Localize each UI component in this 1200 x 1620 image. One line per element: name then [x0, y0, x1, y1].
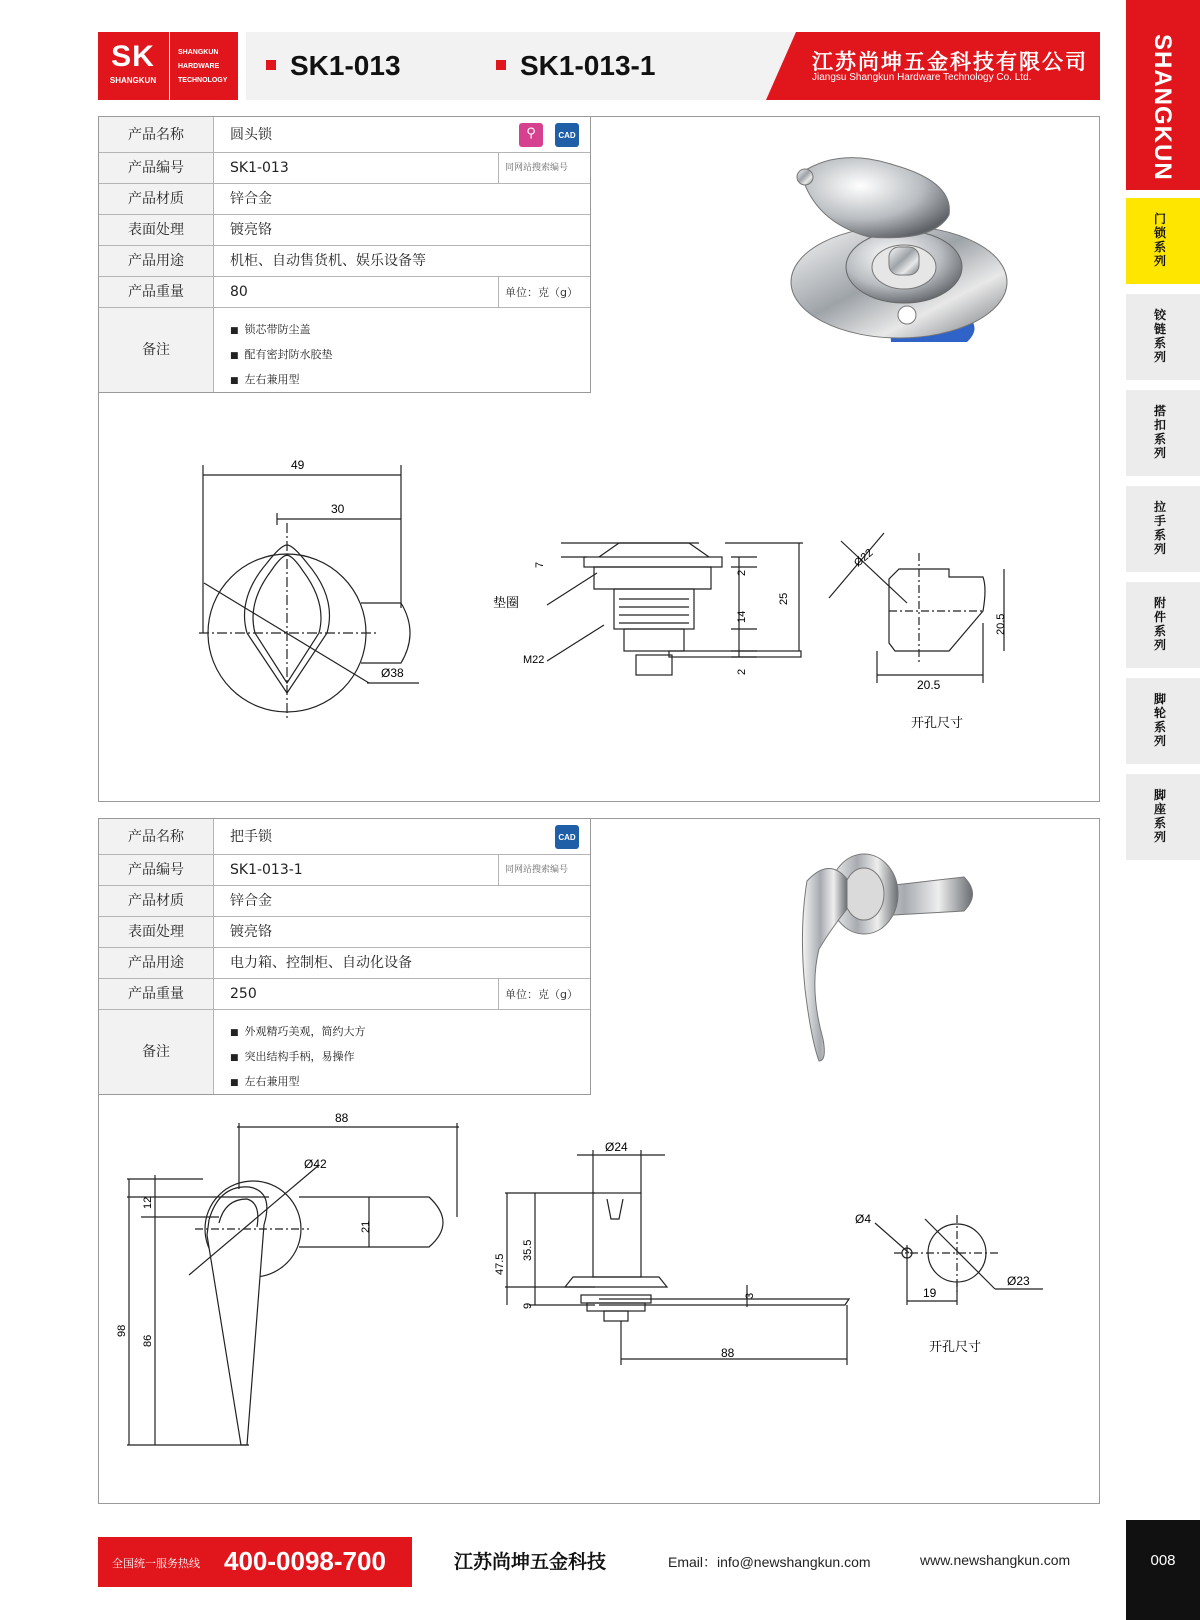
- dim-label: Ø4: [855, 1212, 872, 1226]
- dim-label: 98: [116, 1324, 128, 1337]
- sidebar-tab-accessories[interactable]: [1126, 582, 1200, 668]
- product-usage: 机柜、自动售货机、娱乐设备等: [230, 253, 426, 269]
- logo-word: HARDWARE: [178, 63, 220, 70]
- spec-row-material: [99, 886, 590, 917]
- spec-row-notes: [99, 1010, 590, 1094]
- technical-drawing-2: [99, 1095, 1099, 1495]
- logo-mark: [98, 32, 168, 100]
- spec-row-name: [99, 819, 590, 855]
- hole-size-caption: 开孔尺寸: [929, 1339, 982, 1354]
- model-text: SK1-013: [290, 50, 401, 81]
- sidebar-tab-hinges[interactable]: [1126, 294, 1200, 380]
- hole-size-caption: 开孔尺寸: [911, 715, 964, 730]
- sidebar-brand-text: SHANGKUN: [1149, 34, 1176, 181]
- sidebar-tab-handles[interactable]: [1126, 486, 1200, 572]
- spec-row-weight: [99, 277, 590, 308]
- spec-label: 产品材质: [99, 886, 214, 916]
- spec-row-notes: [99, 308, 590, 392]
- dim-label: 垫圈: [493, 595, 520, 610]
- dim-label: M22: [523, 654, 545, 666]
- spec-label: 产品用途: [99, 948, 214, 978]
- dim-label: 7: [534, 561, 546, 568]
- spec-label: 产品名称: [99, 819, 214, 854]
- dim-label: 25: [778, 592, 790, 605]
- sidebar-tab-casters[interactable]: [1126, 678, 1200, 764]
- sidebar-tab-label: 门锁系列: [1154, 212, 1167, 268]
- product-surface: 镀亮铬: [230, 222, 272, 238]
- note-item: ■ 左右兼用型: [230, 368, 333, 393]
- dim-label: 35.5: [522, 1239, 534, 1261]
- dim-label: 2: [736, 569, 748, 576]
- sidebar-tab-label: 脚轮系列: [1154, 692, 1167, 748]
- hotline-banner: [98, 1537, 412, 1587]
- spec-table: [99, 819, 591, 1095]
- model-number: [266, 50, 401, 82]
- spec-label: 产品名称: [99, 117, 214, 152]
- logo-word: SHANGKUN: [178, 49, 219, 56]
- company-name-en: Jiangsu Shangkun Hardware Technology Co. Ltd.: [812, 72, 1032, 83]
- spec-label: 产品编号: [99, 855, 214, 885]
- product-weight: 250: [230, 986, 257, 1002]
- notes-list: [230, 318, 333, 393]
- sidebar-tab-hasps[interactable]: [1126, 390, 1200, 476]
- cad-download-icon[interactable]: CAD: [555, 123, 579, 147]
- product-material: 锌合金: [230, 893, 272, 909]
- company-logo: [98, 32, 238, 100]
- product-panel-1: [98, 116, 1100, 802]
- spec-row-surface: [99, 215, 590, 246]
- logo-brand: SHANGKUN: [109, 76, 157, 85]
- dim-label: Ø42: [304, 1157, 327, 1171]
- logo-words: [178, 46, 227, 88]
- sidebar-tab-feet[interactable]: [1126, 774, 1200, 860]
- spec-row-code: [99, 855, 590, 886]
- sidebar-tab-label: 拉手系列: [1154, 500, 1167, 556]
- dim-label: 30: [331, 502, 345, 516]
- product-surface: 镀亮铬: [230, 924, 272, 940]
- footer-company: 江苏尚坤五金科技: [454, 1551, 607, 1573]
- spec-table: [99, 117, 591, 393]
- note-item: ■ 外观精巧美观，简约大方: [230, 1020, 366, 1045]
- dim-label: 88: [335, 1111, 349, 1125]
- product-code: SK1-013: [230, 160, 289, 176]
- dim-label: 86: [142, 1334, 154, 1347]
- sidebar-tab-label: 附件系列: [1154, 596, 1167, 652]
- mobile-qr-icon[interactable]: ⚲: [519, 123, 543, 147]
- product-photo-round-lock: [719, 137, 1039, 367]
- sidebar-tab-label: 脚座系列: [1154, 788, 1167, 844]
- spec-label: 产品材质: [99, 184, 214, 214]
- note-item: ■ 突出结构手柄，易操作: [230, 1045, 366, 1070]
- spec-label: 备注: [99, 1010, 214, 1094]
- footer-email[interactable]: Email：info@newshangkun.com: [668, 1554, 871, 1570]
- spec-label: 产品重量: [99, 277, 214, 307]
- spec-row-usage: [99, 948, 590, 979]
- dim-label: 12: [142, 1196, 154, 1209]
- technical-drawing-1: [99, 393, 1099, 793]
- spec-label: 产品编号: [99, 153, 214, 183]
- dim-label: 47.5: [494, 1253, 506, 1275]
- spec-row-weight: [99, 979, 590, 1010]
- logo-letters: SK: [111, 40, 155, 73]
- logo-divider: [169, 32, 170, 100]
- dim-label: Ø23: [1007, 1274, 1030, 1288]
- spec-label: 备注: [99, 308, 214, 392]
- sidebar-tab-label: 铰链系列: [1154, 308, 1167, 364]
- model-number: [496, 50, 655, 82]
- logo-word: TECHNOLOGY: [178, 77, 228, 84]
- page-number: 008: [1126, 1520, 1200, 1620]
- product-code: SK1-013-1: [230, 862, 303, 878]
- dim-label: 9: [522, 1302, 534, 1309]
- sidebar-brand: [1126, 0, 1200, 190]
- company-name-cn: 江苏尚坤五金科技有限公司: [812, 50, 1088, 74]
- note-item: ■ 配有密封防水胶垫: [230, 343, 333, 368]
- search-hint: 同网站搜索编号: [498, 153, 590, 183]
- spec-label: 表面处理: [99, 215, 214, 245]
- dim-label: Ø22: [851, 546, 876, 570]
- dim-label: 88: [721, 1346, 735, 1360]
- model-text: SK1-013-1: [520, 50, 656, 81]
- spec-label: 产品重量: [99, 979, 214, 1009]
- note-item: ■ 锁芯带防尘盖: [230, 318, 333, 343]
- product-usage: 电力箱、控制柜、自动化设备: [230, 955, 412, 971]
- spec-row-surface: [99, 917, 590, 948]
- product-photo-handle-lock: [719, 839, 1039, 1089]
- dim-label: 20.5: [917, 678, 941, 692]
- dim-label: Ø24: [605, 1140, 628, 1154]
- footer-website[interactable]: www.newshangkun.com: [920, 1552, 1071, 1568]
- product-panel-2: [98, 818, 1100, 1504]
- dim-label: 49: [291, 458, 305, 472]
- product-name: 把手锁: [230, 829, 272, 845]
- hotline-phone[interactable]: 400-0098-700: [224, 1546, 386, 1576]
- sidebar-tab-label: 搭扣系列: [1154, 404, 1167, 460]
- product-name: 圆头锁: [230, 127, 272, 143]
- spec-row-usage: [99, 246, 590, 277]
- spec-row-code: [99, 153, 590, 184]
- dim-label: 14: [736, 610, 748, 623]
- dim-label: 21: [360, 1220, 372, 1233]
- spec-label: 产品用途: [99, 246, 214, 276]
- dim-label: 19: [923, 1286, 937, 1300]
- weight-unit: 单位：克（g）: [498, 979, 590, 1009]
- spec-row-material: [99, 184, 590, 215]
- sidebar-tab-door-locks[interactable]: [1126, 198, 1200, 284]
- search-hint: 同网站搜索编号: [498, 855, 590, 885]
- dim-label: 3: [744, 1292, 756, 1299]
- hotline-label: 全国统一服务热线: [112, 1557, 200, 1570]
- dim-label: 2: [736, 668, 748, 675]
- product-material: 锌合金: [230, 191, 272, 207]
- cad-download-icon[interactable]: CAD: [555, 825, 579, 849]
- weight-unit: 单位：克（g）: [498, 277, 590, 307]
- dim-label: Ø38: [381, 666, 404, 680]
- spec-label: 表面处理: [99, 917, 214, 947]
- spec-row-name: [99, 117, 590, 153]
- notes-list: [230, 1020, 366, 1095]
- dim-label: 20.5: [995, 613, 1007, 635]
- product-weight: 80: [230, 284, 248, 300]
- note-item: ■ 左右兼用型: [230, 1070, 366, 1095]
